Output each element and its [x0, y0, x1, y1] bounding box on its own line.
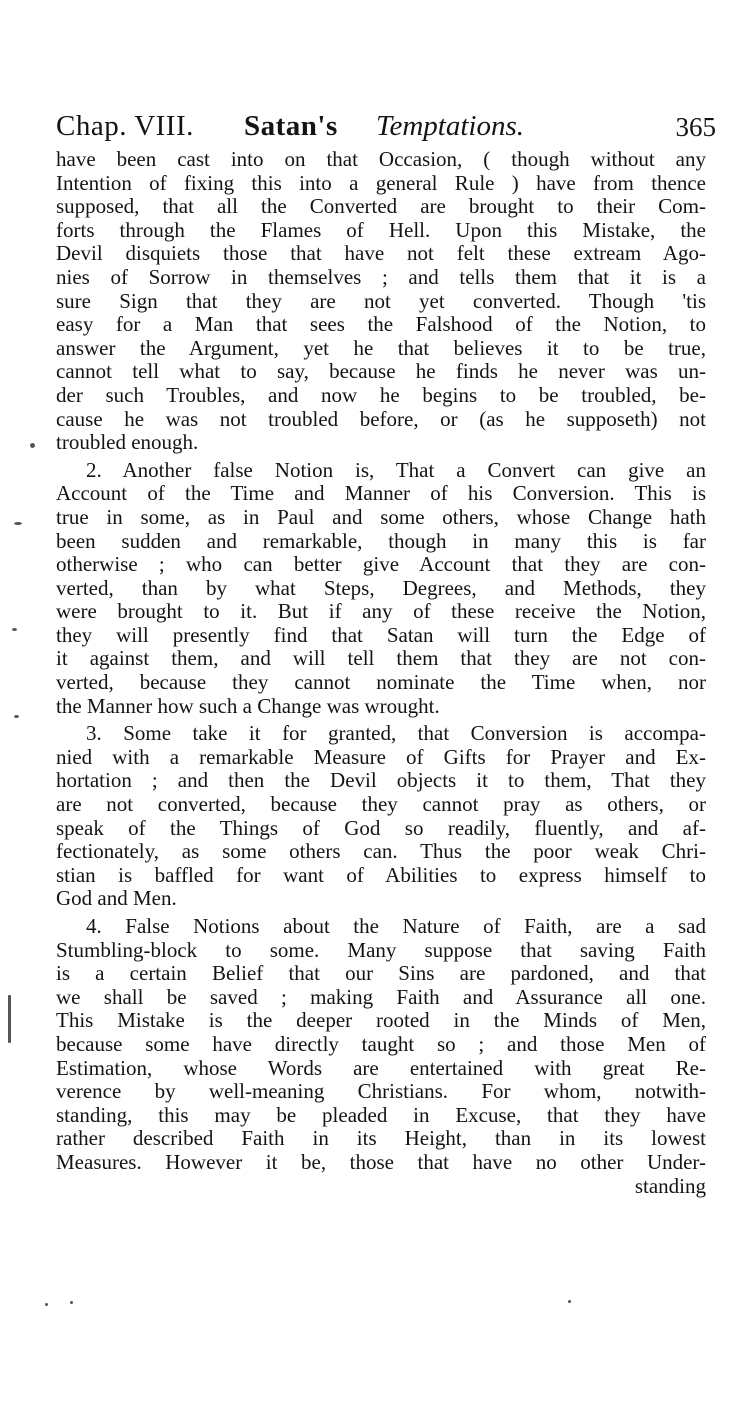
- margin-speck: [568, 1300, 571, 1303]
- text-line: cause he was not troubled before, or (as he supposeth) not: [56, 406, 706, 431]
- text-line: easy for a Man that sees the Falshood of the Notion, to: [56, 312, 706, 337]
- text-line: are not converted, because they cannot pray as others, or: [56, 792, 706, 817]
- text-line: Measures. However it be, those that have no other Under-: [56, 1149, 706, 1174]
- text-line: der such Troubles, and now he begins to be troubled, be-: [56, 382, 706, 407]
- text-line: God and Men.: [56, 886, 177, 911]
- text-line: Estimation, whose Words are entertained with great Re-: [56, 1055, 706, 1080]
- text-line: cannot tell what to say, because he finds he never was un-: [56, 359, 706, 384]
- text-line: verence by well-meaning Christians. For whom, notwith-: [56, 1079, 706, 1104]
- text-line: This Mistake is the deeper rooted in the Minds of Men,: [56, 1008, 706, 1033]
- margin-speck: [14, 715, 19, 718]
- text-line: stian is baffled for want of Abilities to express himself to: [56, 862, 706, 887]
- text-line: have been cast into on that Occasion, ( though without any: [56, 147, 706, 171]
- text-line: Devil disquiets those that have not felt these extream Ago-: [56, 241, 706, 266]
- page-number: 365: [675, 112, 716, 142]
- paragraph-3: [56, 722, 706, 911]
- text-line: Account of the Time and Manner of his Conversion. This is: [56, 481, 706, 506]
- text-line: nies of Sorrow in themselves ; and tells them that it is a: [56, 264, 706, 289]
- paragraph-2: [56, 459, 706, 719]
- text-line: true in some, as in Paul and some others, whose Change hath: [56, 504, 706, 529]
- text-line: supposed, that all the Converted are brought to their Com-: [56, 194, 706, 219]
- text-line: Stumbling-block to some. Many suppose that saving Faith: [56, 937, 706, 962]
- text-line: standing, this may be pleaded in Excuse, that they have: [56, 1102, 706, 1127]
- margin-speck: [14, 522, 22, 525]
- text-line: nied with a remarkable Measure of Gifts for Prayer and Ex-: [56, 744, 706, 769]
- text-line: we shall be saved ; making Faith and Assurance all one.: [56, 984, 706, 1009]
- margin-speck: [70, 1301, 73, 1304]
- text-line: answer the Argument, yet he that believes it to be true,: [56, 335, 706, 360]
- text-line: 3. Some take it for granted, that Conversion is accompa-: [86, 721, 706, 746]
- header-title-gothic: Satan's: [244, 110, 338, 142]
- paragraph-1: [56, 148, 706, 455]
- text-line: because some have directly taught so ; and those Men of: [56, 1031, 706, 1056]
- chapter-label: Chap. VIII.: [56, 110, 194, 142]
- text-line: Intention of fixing this into a general Rule ) have from thence: [56, 170, 706, 195]
- text-line: hortation ; and then the Devil objects it to them, That they: [56, 768, 706, 793]
- text-line: were brought to it. But if any of these receive the Notion,: [56, 599, 706, 624]
- margin-speck: [30, 443, 35, 448]
- text-line: otherwise ; who can better give Account that they are con-: [56, 552, 706, 577]
- body-text: [56, 148, 706, 1198]
- text-line: is a certain Belief that our Sins are pardoned, and that: [56, 961, 706, 986]
- margin-speck: [8, 995, 11, 1043]
- text-line: verted, than by what Steps, Degrees, and Methods, they: [56, 575, 706, 600]
- text-line: sure Sign that they are not yet converted. Though 'tis: [56, 288, 706, 313]
- text-line: the Manner how such a Change was wrought.: [56, 693, 440, 718]
- text-line: speak of the Things of God so readily, fluently, and af-: [56, 815, 706, 840]
- text-line: 2. Another false Notion is, That a Convert can give an: [86, 457, 706, 482]
- text-line: verted, because they cannot nominate the Time when, nor: [56, 670, 706, 695]
- text-line: fectionately, as some others can. Thus the poor weak Chri-: [56, 839, 706, 864]
- margin-speck: [12, 628, 17, 631]
- text-line: 4. False Notions about the Nature of Faith, are a sad: [86, 914, 706, 938]
- text-line: rather described Faith in its Height, than in its lowest: [56, 1126, 706, 1151]
- text-line: been sudden and remarkable, though in many this is far: [56, 528, 706, 553]
- paragraph-4: [56, 915, 706, 1175]
- catchword: standing: [634, 1173, 706, 1198]
- text-line: they will presently find that Satan will turn the Edge of: [56, 622, 706, 647]
- text-line: it against them, and will tell them that they are not con-: [56, 646, 706, 671]
- text-line: troubled enough.: [56, 430, 199, 455]
- text-line: forts through the Flames of Hell. Upon this Mistake, the: [56, 217, 706, 242]
- header-title-italic: Temptations.: [376, 110, 524, 142]
- margin-speck: [45, 1303, 48, 1306]
